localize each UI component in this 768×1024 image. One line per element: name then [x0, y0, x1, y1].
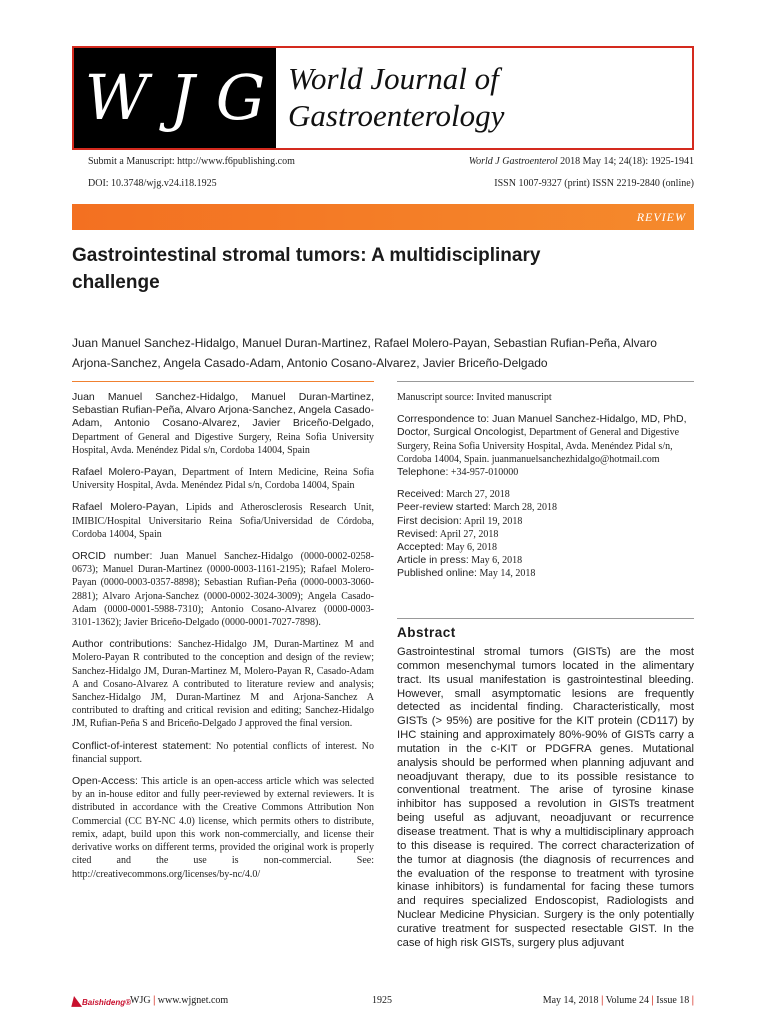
publisher-logo — [72, 993, 131, 1009]
date-received — [397, 488, 694, 501]
affiliation-3 — [72, 501, 374, 541]
date-value: May 6, 2018 — [468, 555, 523, 567]
affiliation-3-text: Lipids and Atherosclerosis Research Unit, IMIBIC/Hospital Universitario Reina Sofia/Universidad de Córdoba, Cordoba 14004, Spain — [72, 502, 374, 540]
open-access — [72, 775, 374, 881]
footer-separator: | — [153, 995, 156, 1006]
authors-line-1: Juan Manuel Sanchez-Hidalgo, Manuel Duran-Martinez, Rafael Molero-Payan, Sebastian Rufian-Peña, Alvaro — [72, 336, 657, 350]
affiliation-2 — [72, 466, 374, 492]
correspondence-label: Correspondence to: Juan Manuel Sanchez-Hidalgo, MD, PhD, Doctor, Surgical Oncologist, — [397, 413, 687, 439]
date-in-press — [397, 554, 694, 567]
contributions-label: Author contributions: — [72, 638, 172, 651]
date-label: Published online: — [397, 567, 477, 580]
page-footer — [72, 993, 694, 1011]
journal-name-line2: Gastroenterology — [288, 98, 505, 133]
logo-letter-g: G — [215, 61, 266, 134]
date-first-decision — [397, 515, 694, 528]
footer-journal — [130, 995, 228, 1006]
date-value: May 6, 2018 — [443, 542, 498, 554]
orcid-label: ORCID number: — [72, 550, 153, 563]
authors-line-2: Arjona-Sanchez, Angela Casado-Adam, Antonio Cosano-Alvarez, Javier Briceño-Delgado — [72, 356, 548, 370]
date-value: April 19, 2018 — [461, 515, 523, 527]
date-label: First decision: — [397, 514, 462, 527]
contributions-text: Sanchez-Hidalgo JM, Duran-Martinez M and Molero-Payan R contributed to the conception and design of the review; Sanchez-Hidalgo JM, Duran-Martinez M, Molero-Payan R, Casado-Adam A and Cosano-Alvarez A contributed to literature review and analysis; Sanchez-Hidalgo JM, Duran-Martinez M and Arjona-Sanchez A contributed to drafting and critical revision and editing; Sanchez-Hidalgo JM, Rufian-Peña S and Briceño-Delgado J approved the final version. — [72, 639, 374, 730]
footer-separator: | — [601, 995, 604, 1006]
journal-logo — [74, 48, 276, 148]
date-label: Article in press: — [397, 554, 469, 567]
orcid-section — [72, 550, 374, 629]
footer-journal-abbr: WJG — [130, 995, 151, 1006]
footer-issue-info — [543, 995, 694, 1006]
date-value: March 28, 2018 — [490, 502, 558, 514]
affiliations-column — [72, 391, 374, 890]
conflict-of-interest — [72, 740, 374, 766]
publisher-mark-icon: ◣ — [72, 993, 82, 1008]
open-access-text: This article is an open-access article which was selected by an in-house editor and fully peer-reviewed by external reviewers. It is distributed in accordance with the Creative Commons Attribution Non Commercial (CC BY-NC 4.0) license, which permits others to distribute, remix, adapt, build upon this work non-commercially, and license their derivative works on different terms, provided the original work is properly cited and the use is non-commercial. See: http://creativecommons.org/licenses/by-nc/4.0/ — [72, 776, 374, 880]
abstract-rule — [397, 618, 694, 619]
abstract-body: Gastrointestinal stromal tumors (GISTs) are the most common mesenchymal tumors located in the alimentary tract. Its usual manifestation is gastrointestinal bleeding. However, small asymptomatic lesions are frequently detected as incidental finding. Characteristically, most GISTs (> 95%) are positive for the KIT protein (CD117) by IHC staining and approximately 80%-90% of GISTs carry a mutation in the c-KIT or PDGFRA genes. Mutational analysis should be performed when planning adjuvant and neoadjuvant therapy, due to its possible resistance to conventional treatment. The arise of tyrosine kinase inhibitor has supposed a revolution in GISTs treatment being useful as adjuvant, neoadjuvant or recurrence disease treatment. That is why a multidisciplinary approach to this disease is required. The correct characterization of the tumor at diagnosis (the diagnosis of recurrences and the evaluation of the response to treatment with tyrosine kinase inhibitors) is fundamental for facing these tumors and requires specialized Endoscopist, Radiologists and Nuclear Medicine Physician. Surgery is the only potentially curative treatment for suspected resectable GIST. In the case of high risk GISTs, surgery plus adjuvant — [397, 646, 694, 949]
publisher-name: Baishideng® — [82, 998, 132, 1007]
article-title — [72, 242, 672, 296]
date-value: April 27, 2018 — [437, 528, 499, 540]
date-revised — [397, 528, 694, 541]
author-list — [72, 333, 694, 373]
date-label: Received: — [397, 488, 444, 501]
footer-date: May 14, 2018 — [542, 995, 599, 1006]
date-accepted — [397, 541, 694, 554]
affiliation-2-text: Department of Intern Medicine, Reina Sofia University Hospital, Avda. Menéndez Pidal s/n, Cordoba 14004, Spain — [72, 467, 374, 492]
affiliation-3-names: Rafael Molero-Payan, — [72, 501, 179, 514]
journal-name-line1: World Journal of — [288, 61, 499, 96]
left-column-rule — [72, 381, 374, 382]
correspondence-text: Department of General and Digestive Surgery, Reina Sofia University Hospital, Avda. Menéndez Pidal s/n, Cordoba 14004, Spain. juanmanuelsanchezhidalgo@hotmail.com — [397, 427, 680, 465]
orcid-text: Juan Manuel Sanchez-Hidalgo (0000-0002-0258-0673); Manuel Duran-Martinez (0000-0003-1161-2195); Rafael Molero-Payan (0000-0003-0357-8898); Sebastian Rufian-Peña (0000-0003-3060-2881); Alvaro Arjona-Sanchez (0000-0002-3024-3009); Angela Casado-Adam (0000-0001-5988-7310); Antonio Cosano-Alvarez (0000-0003-3101-1362); Javier Briceño-Delgado (0000-0001-7027-7898). — [72, 551, 374, 629]
date-value: May 14, 2018 — [476, 568, 536, 580]
date-value: March 27, 2018 — [443, 489, 510, 501]
telephone — [397, 466, 694, 479]
footer-separator: | — [691, 995, 694, 1006]
affiliation-1-names: Juan Manuel Sanchez-Hidalgo, Manuel Duran-Martinez, Sebastian Rufian-Peña, Alvaro Arjona-Sanchez, Angela Casado-Adam, Antonio Cosano-Alvarez, Javier Briceño-Delgado, — [72, 391, 374, 430]
citation-details: 2018 May 14; 24(18): 1925-1941 — [557, 156, 694, 167]
coi-text: No potential conflicts of interest. No financial support. — [72, 740, 374, 765]
author-contributions — [72, 638, 374, 730]
review-banner — [72, 204, 694, 230]
logo-letter-j: J — [169, 61, 195, 134]
manuscript-info-column — [397, 391, 694, 581]
article-type-label: REVIEW — [636, 210, 686, 224]
page-number: 1925 — [372, 995, 392, 1006]
coi-label: Conflict-of-interest statement: — [72, 739, 212, 752]
abstract-heading: Abstract — [397, 625, 456, 640]
submit-manuscript-link[interactable]: Submit a Manuscript: http://www.f6publishing.com — [88, 156, 295, 167]
telephone-value: +34-957-010000 — [448, 467, 519, 479]
correspondence — [397, 413, 694, 466]
affiliation-2-names: Rafael Molero-Payan, — [72, 466, 177, 479]
footer-issue: Issue 18 — [656, 995, 690, 1006]
footer-separator: | — [651, 995, 654, 1006]
telephone-label: Telephone: — [397, 466, 449, 479]
citation-journal: World J Gastroenterol — [468, 156, 558, 167]
logo-letter-w: W — [84, 61, 149, 134]
affiliation-1-text: Department of General and Digestive Surgery, Reina Sofia University Hospital, Avda. Menéndez Pidal s/n, Cordoba 14004, Spain — [72, 431, 374, 456]
dates-list — [397, 488, 694, 580]
title-line-1: Gastrointestinal stromal tumors: A multidisciplinary — [72, 245, 541, 266]
open-access-label: Open-Access: — [72, 775, 138, 788]
date-label: Accepted: — [397, 541, 444, 554]
doi[interactable]: DOI: 10.3748/wjg.v24.i18.1925 — [88, 178, 217, 189]
footer-url[interactable]: www.wjgnet.com — [157, 995, 229, 1006]
right-column-rule — [397, 381, 694, 382]
title-line-2: challenge — [72, 272, 160, 293]
citation — [469, 157, 694, 167]
affiliation-1 — [72, 391, 374, 457]
date-label: Peer-review started: — [397, 501, 491, 514]
manuscript-source: Manuscript source: Invited manuscript — [397, 392, 552, 403]
date-label: Revised: — [397, 527, 438, 540]
date-peer-review — [397, 501, 694, 514]
issn: ISSN 1007-9327 (print) ISSN 2219-2840 (online) — [494, 178, 694, 189]
footer-volume: Volume 24 — [605, 995, 650, 1006]
date-published — [397, 567, 694, 580]
journal-masthead — [72, 46, 694, 150]
